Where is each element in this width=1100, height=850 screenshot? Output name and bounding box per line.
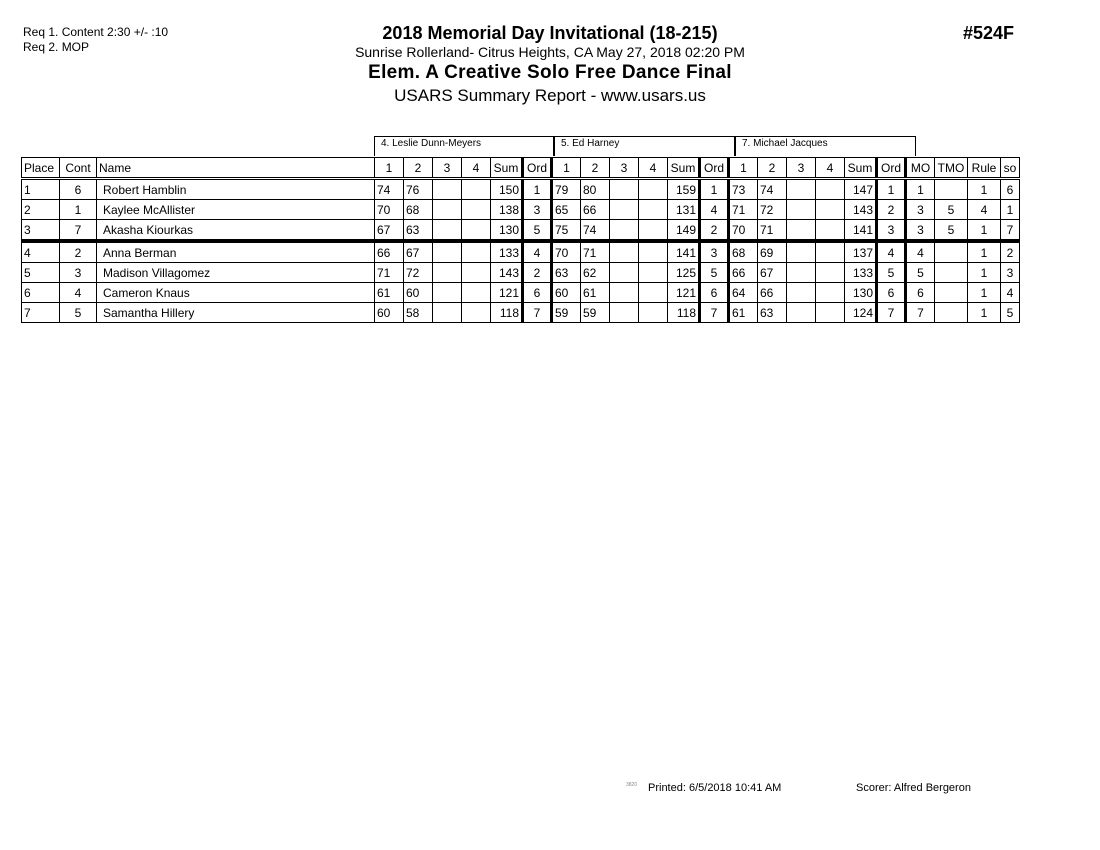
col-rule: Rule (968, 158, 1001, 179)
col-j1-1: 1 (375, 158, 404, 179)
report-name: USARS Summary Report - www.usars.us (394, 86, 706, 105)
cell-name: Robert Hamblin (97, 179, 375, 200)
cell-ord: 4 (700, 200, 729, 220)
cell-mo: 5 (906, 263, 935, 283)
cell-score-2: 59 (581, 303, 610, 323)
col-cont: Cont (60, 158, 97, 179)
cell-sum: 130 (491, 220, 523, 242)
cell-score-4 (462, 179, 491, 200)
cell-score-3 (433, 283, 462, 303)
cell-sum: 143 (845, 200, 877, 220)
report-header (300, 22, 800, 107)
cell-ord: 1 (877, 179, 906, 200)
cell-score-2: 80 (581, 179, 610, 200)
cell-score-1: 79 (552, 179, 581, 200)
col-j2-2: 2 (581, 158, 610, 179)
cell-score-2: 69 (758, 241, 787, 263)
cell-ord: 6 (877, 283, 906, 303)
cell-score-3 (433, 220, 462, 242)
cell-place: 5 (22, 263, 60, 283)
cell-ord: 4 (523, 241, 552, 263)
cell-so: 4 (1001, 283, 1020, 303)
cell-rule: 1 (968, 241, 1001, 263)
cell-sum: 159 (668, 179, 700, 200)
cell-ord: 6 (523, 283, 552, 303)
cell-score-4 (462, 303, 491, 323)
table-row (22, 200, 1020, 220)
cell-sum: 131 (668, 200, 700, 220)
cell-sum: 118 (668, 303, 700, 323)
cell-score-3 (787, 263, 816, 283)
report-code: 3820 (626, 782, 638, 788)
cell-score-2: 72 (758, 200, 787, 220)
cell-ord: 7 (877, 303, 906, 323)
cell-score-3 (610, 263, 639, 283)
cell-ord: 3 (700, 241, 729, 263)
cell-ord: 2 (523, 263, 552, 283)
col-j1-2: 2 (404, 158, 433, 179)
cell-place: 6 (22, 283, 60, 303)
col-j2-1: 1 (552, 158, 581, 179)
cell-name: Cameron Knaus (97, 283, 375, 303)
col-j1-4: 4 (462, 158, 491, 179)
table-row (22, 303, 1020, 323)
cell-sum: 143 (491, 263, 523, 283)
cell-place: 4 (22, 241, 60, 263)
col-j3-ord: Ord (877, 158, 906, 179)
col-name: Name (97, 158, 375, 179)
cell-score-3 (433, 241, 462, 263)
cell-score-3 (787, 241, 816, 263)
cell-place: 7 (22, 303, 60, 323)
cell-sum: 137 (845, 241, 877, 263)
cell-sum: 121 (491, 283, 523, 303)
cell-score-2: 67 (404, 241, 433, 263)
cell-score-2: 66 (581, 200, 610, 220)
cell-score-3 (787, 220, 816, 242)
cell-mo: 3 (906, 220, 935, 242)
cell-score-3 (787, 303, 816, 323)
competition-title: 2018 Memorial Day Invitational (18-215) (382, 23, 718, 43)
cell-score-2: 63 (758, 303, 787, 323)
cell-ord: 3 (523, 200, 552, 220)
col-place: Place (22, 158, 60, 179)
cell-score-1: 66 (729, 263, 758, 283)
cell-sum: 150 (491, 179, 523, 200)
cell-score-1: 65 (552, 200, 581, 220)
cell-ord: 3 (877, 220, 906, 242)
col-j3-3: 3 (787, 158, 816, 179)
cell-mo: 1 (906, 179, 935, 200)
cell-score-4 (816, 179, 845, 200)
cell-score-4 (816, 303, 845, 323)
event-name: Elem. A Creative Solo Free Dance Final (368, 62, 732, 83)
cell-name: Akasha Kiourkas (97, 220, 375, 242)
cell-sum: 147 (845, 179, 877, 200)
cell-place: 2 (22, 200, 60, 220)
cell-score-3 (787, 200, 816, 220)
cell-score-3 (433, 303, 462, 323)
cell-cont: 7 (60, 220, 97, 242)
cell-score-1: 66 (375, 241, 404, 263)
cell-score-2: 66 (758, 283, 787, 303)
printed-timestamp: Printed: 6/5/2018 10:41 AM (648, 782, 782, 794)
cell-tmo: 5 (935, 200, 968, 220)
cell-score-2: 71 (581, 241, 610, 263)
cell-cont: 6 (60, 179, 97, 200)
cell-score-2: 58 (404, 303, 433, 323)
cell-cont: 5 (60, 303, 97, 323)
col-j2-4: 4 (639, 158, 668, 179)
cell-score-3 (433, 179, 462, 200)
requirement-1: Req 1. Content 2:30 +/- :10 (23, 25, 169, 39)
cell-cont: 2 (60, 241, 97, 263)
cell-score-1: 61 (729, 303, 758, 323)
header-row (22, 158, 1020, 179)
col-j2-sum: Sum (668, 158, 700, 179)
cell-sum: 118 (491, 303, 523, 323)
cell-mo: 6 (906, 283, 935, 303)
cell-score-3 (610, 200, 639, 220)
col-so: so (1001, 158, 1020, 179)
cell-cont: 3 (60, 263, 97, 283)
cell-sum: 130 (845, 283, 877, 303)
judge-header-3: 7. Michael Jacques (735, 136, 916, 156)
cell-ord: 1 (523, 179, 552, 200)
cell-score-4 (816, 200, 845, 220)
cell-ord: 2 (700, 220, 729, 242)
cell-ord: 5 (877, 263, 906, 283)
cell-score-2: 72 (404, 263, 433, 283)
cell-rule: 4 (968, 200, 1001, 220)
cell-score-4 (462, 263, 491, 283)
cell-score-4 (816, 283, 845, 303)
col-j1-3: 3 (433, 158, 462, 179)
cell-so: 7 (1001, 220, 1020, 242)
cell-score-2: 74 (581, 220, 610, 242)
cell-score-1: 71 (729, 200, 758, 220)
cell-place: 3 (22, 220, 60, 242)
cell-name: Samantha Hillery (97, 303, 375, 323)
cell-score-4 (639, 283, 668, 303)
cell-name: Madison Villagomez (97, 263, 375, 283)
cell-score-2: 61 (581, 283, 610, 303)
cell-cont: 1 (60, 200, 97, 220)
col-tmo: TMO (935, 158, 968, 179)
cell-score-2: 74 (758, 179, 787, 200)
scorer-name: Scorer: Alfred Bergeron (856, 782, 971, 794)
cell-score-2: 68 (404, 200, 433, 220)
cell-score-1: 60 (375, 303, 404, 323)
cell-so: 1 (1001, 200, 1020, 220)
cell-rule: 1 (968, 179, 1001, 200)
requirements (23, 25, 168, 55)
cell-tmo: 5 (935, 220, 968, 242)
table-row (22, 241, 1020, 263)
col-j3-1: 1 (729, 158, 758, 179)
cell-score-2: 62 (581, 263, 610, 283)
cell-score-1: 64 (729, 283, 758, 303)
cell-rule: 1 (968, 263, 1001, 283)
cell-score-1: 71 (375, 263, 404, 283)
cell-score-1: 67 (375, 220, 404, 242)
cell-score-3 (433, 263, 462, 283)
cell-score-4 (639, 200, 668, 220)
cell-score-4 (639, 220, 668, 242)
col-j1-sum: Sum (491, 158, 523, 179)
col-j2-ord: Ord (700, 158, 729, 179)
col-mo: MO (906, 158, 935, 179)
cell-so: 6 (1001, 179, 1020, 200)
requirement-2: Req 2. MOP (23, 40, 90, 54)
cell-mo: 3 (906, 200, 935, 220)
cell-score-3 (610, 179, 639, 200)
cell-ord: 6 (700, 283, 729, 303)
cell-score-3 (787, 283, 816, 303)
cell-score-2: 67 (758, 263, 787, 283)
cell-ord: 1 (700, 179, 729, 200)
cell-so: 3 (1001, 263, 1020, 283)
cell-score-1: 68 (729, 241, 758, 263)
cell-score-1: 59 (552, 303, 581, 323)
cell-sum: 141 (845, 220, 877, 242)
location-date: Sunrise Rollerland- Citrus Heights, CA May 27, 2018 02:20 PM (355, 44, 745, 60)
cell-mo: 7 (906, 303, 935, 323)
cell-sum: 133 (491, 241, 523, 263)
cell-score-1: 70 (375, 200, 404, 220)
cell-score-1: 70 (729, 220, 758, 242)
cell-score-1: 61 (375, 283, 404, 303)
cell-tmo (935, 179, 968, 200)
cell-sum: 125 (668, 263, 700, 283)
col-j3-4: 4 (816, 158, 845, 179)
cell-place: 1 (22, 179, 60, 200)
judge-header-2: 5. Ed Harney (554, 136, 735, 156)
cell-score-4 (462, 241, 491, 263)
cell-score-4 (816, 220, 845, 242)
cell-score-4 (462, 220, 491, 242)
cell-ord: 7 (523, 303, 552, 323)
cell-ord: 5 (700, 263, 729, 283)
cell-rule: 1 (968, 220, 1001, 242)
col-j1-ord: Ord (523, 158, 552, 179)
cell-score-4 (462, 200, 491, 220)
cell-score-4 (816, 263, 845, 283)
cell-score-3 (787, 179, 816, 200)
event-number: #524F (963, 23, 1015, 43)
cell-score-3 (433, 200, 462, 220)
cell-tmo (935, 241, 968, 263)
table-row (22, 283, 1020, 303)
cell-score-2: 71 (758, 220, 787, 242)
cell-score-4 (639, 263, 668, 283)
cell-tmo (935, 303, 968, 323)
results-table (21, 157, 1020, 323)
table-row (22, 263, 1020, 283)
cell-ord: 2 (877, 200, 906, 220)
cell-score-3 (610, 241, 639, 263)
table-row (22, 220, 1020, 242)
cell-sum: 141 (668, 241, 700, 263)
cell-score-4 (639, 303, 668, 323)
cell-score-1: 74 (375, 179, 404, 200)
cell-score-4 (462, 283, 491, 303)
cell-sum: 121 (668, 283, 700, 303)
cell-sum: 138 (491, 200, 523, 220)
cell-so: 5 (1001, 303, 1020, 323)
cell-score-3 (610, 303, 639, 323)
cell-score-3 (610, 220, 639, 242)
col-j3-sum: Sum (845, 158, 877, 179)
col-j2-3: 3 (610, 158, 639, 179)
cell-score-2: 60 (404, 283, 433, 303)
cell-so: 2 (1001, 241, 1020, 263)
cell-tmo (935, 263, 968, 283)
cell-ord: 5 (523, 220, 552, 242)
cell-score-4 (639, 241, 668, 263)
cell-score-4 (639, 179, 668, 200)
cell-score-1: 70 (552, 241, 581, 263)
cell-score-4 (816, 241, 845, 263)
cell-sum: 149 (668, 220, 700, 242)
cell-sum: 133 (845, 263, 877, 283)
cell-cont: 4 (60, 283, 97, 303)
cell-rule: 1 (968, 303, 1001, 323)
judge-header-1: 4. Leslie Dunn-Meyers (374, 136, 554, 156)
table-row (22, 179, 1020, 200)
cell-score-2: 63 (404, 220, 433, 242)
col-j3-2: 2 (758, 158, 787, 179)
cell-name: Anna Berman (97, 241, 375, 263)
cell-rule: 1 (968, 283, 1001, 303)
cell-tmo (935, 283, 968, 303)
cell-ord: 7 (700, 303, 729, 323)
cell-score-1: 60 (552, 283, 581, 303)
cell-score-1: 73 (729, 179, 758, 200)
cell-score-3 (610, 283, 639, 303)
cell-score-1: 75 (552, 220, 581, 242)
cell-score-2: 76 (404, 179, 433, 200)
cell-sum: 124 (845, 303, 877, 323)
cell-name: Kaylee McAllister (97, 200, 375, 220)
cell-score-1: 63 (552, 263, 581, 283)
cell-ord: 4 (877, 241, 906, 263)
cell-mo: 4 (906, 241, 935, 263)
